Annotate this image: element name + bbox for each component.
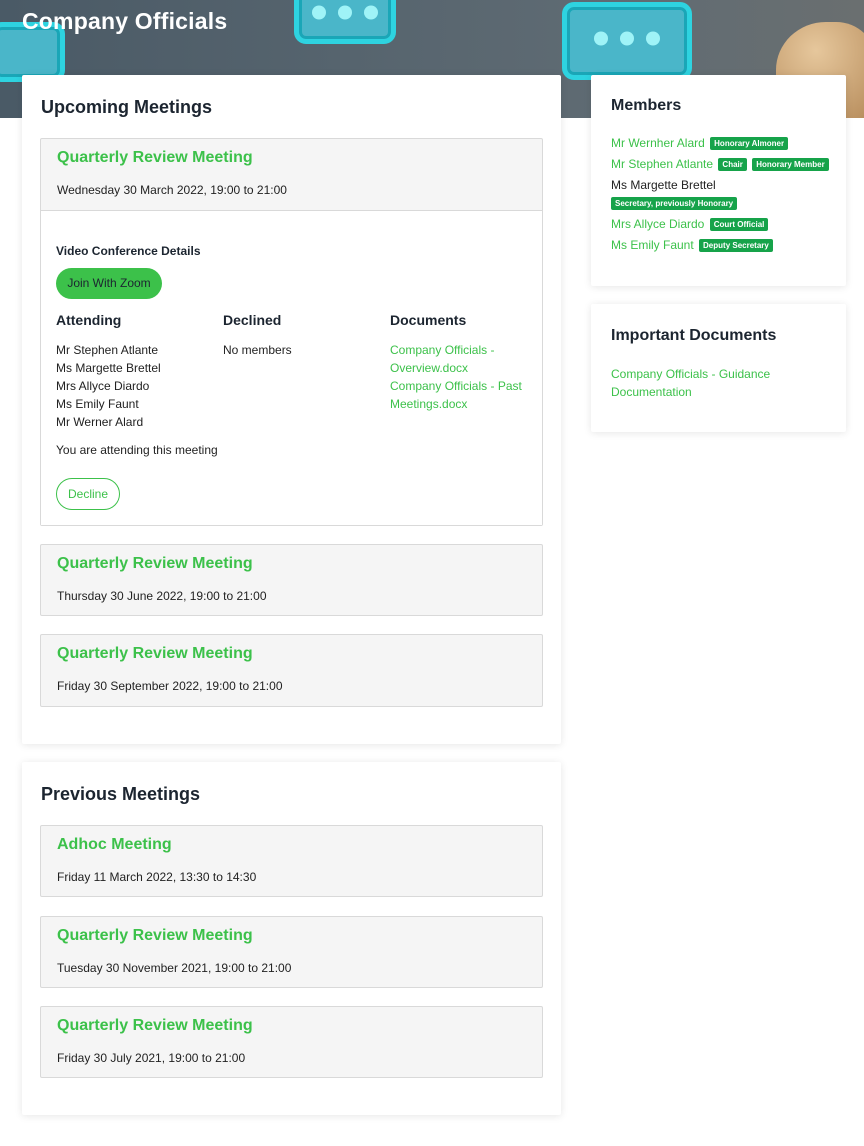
attendee: Mrs Allyce Diardo bbox=[56, 379, 150, 393]
join-zoom-button[interactable]: Join With Zoom bbox=[56, 268, 162, 299]
attendee: Mr Stephen Atlante bbox=[56, 343, 159, 357]
document-link-line[interactable]: Company Officials - Past bbox=[390, 379, 522, 393]
documents-heading: Documents bbox=[390, 312, 467, 328]
member-link[interactable]: Ms Emily Faunt bbox=[611, 238, 694, 252]
previous-meetings-card bbox=[22, 762, 561, 1115]
meeting-title[interactable]: Quarterly Review Meeting bbox=[57, 555, 253, 572]
member-row bbox=[611, 238, 773, 252]
attendee: Ms Margette Brettel bbox=[56, 361, 161, 375]
upcoming-heading: Upcoming Meetings bbox=[41, 97, 213, 117]
document-link-line[interactable]: Documentation bbox=[611, 385, 692, 399]
meeting-card[interactable] bbox=[40, 916, 543, 988]
previous-heading: Previous Meetings bbox=[41, 784, 201, 804]
meeting-date: Friday 30 July 2021, 19:00 to 21:00 bbox=[57, 1051, 246, 1065]
member-link[interactable]: Mr Wernher Alard bbox=[611, 136, 705, 150]
member-name: Ms Margette Brettel bbox=[611, 178, 716, 192]
members-card bbox=[591, 75, 846, 286]
meeting-title[interactable]: Quarterly Review Meeting bbox=[57, 149, 253, 166]
decline-button[interactable]: Decline bbox=[56, 478, 120, 510]
document-link[interactable] bbox=[390, 341, 522, 377]
meeting-title[interactable]: Adhoc Meeting bbox=[57, 836, 172, 853]
meeting-card[interactable] bbox=[40, 544, 543, 616]
meeting-date: Friday 11 March 2022, 13:30 to 14:30 bbox=[57, 870, 257, 884]
declined-heading: Declined bbox=[223, 312, 282, 328]
member-row bbox=[611, 157, 829, 171]
member-row bbox=[611, 217, 768, 231]
member-row bbox=[609, 196, 737, 210]
declined-list: No members bbox=[223, 343, 292, 357]
member-link[interactable]: Mr Stephen Atlante bbox=[611, 157, 714, 171]
member-row bbox=[611, 136, 788, 150]
meeting-card[interactable] bbox=[40, 634, 543, 707]
attendance-status: You are attending this meeting bbox=[56, 443, 218, 457]
video-conference-label: Video Conference Details bbox=[56, 244, 201, 258]
document-link-line[interactable]: Company Officials - bbox=[390, 343, 495, 357]
upcoming-meetings-card bbox=[22, 75, 561, 744]
document-link[interactable] bbox=[390, 377, 522, 413]
meeting-title[interactable]: Quarterly Review Meeting bbox=[57, 1017, 253, 1034]
role-badge: Chair bbox=[718, 158, 746, 171]
meeting-title[interactable]: Quarterly Review Meeting bbox=[57, 927, 253, 944]
attending-heading: Attending bbox=[56, 312, 122, 328]
role-badge: Deputy Secretary bbox=[699, 239, 773, 252]
role-badge: Court Official bbox=[710, 218, 769, 231]
document-link-line[interactable]: Company Officials - Guidance bbox=[611, 367, 771, 381]
guidance-document-link[interactable] bbox=[611, 365, 770, 401]
meeting-date: Friday 30 September 2022, 19:00 to 21:00 bbox=[57, 679, 283, 693]
document-link-line[interactable]: Overview.docx bbox=[390, 361, 469, 375]
attending-list bbox=[56, 341, 161, 431]
meeting-expanded[interactable] bbox=[40, 138, 543, 526]
chat-bubble-icon bbox=[562, 2, 692, 80]
meeting-date: Wednesday 30 March 2022, 19:00 to 21:00 bbox=[57, 183, 287, 197]
attendee: Mr Werner Alard bbox=[56, 415, 144, 429]
role-badge: Honorary Member bbox=[752, 158, 828, 171]
meeting-title[interactable]: Quarterly Review Meeting bbox=[57, 645, 253, 662]
meeting-card[interactable] bbox=[40, 825, 543, 897]
meeting-card[interactable] bbox=[40, 1006, 543, 1078]
role-badge: Honorary Almoner bbox=[710, 137, 788, 150]
important-documents-card bbox=[591, 304, 846, 432]
chat-bubble-icon bbox=[294, 0, 396, 44]
document-link-line[interactable]: Meetings.docx bbox=[390, 397, 468, 411]
documents-list bbox=[390, 341, 522, 413]
member-link[interactable]: Mrs Allyce Diardo bbox=[611, 217, 705, 231]
page-title: Company Officials bbox=[22, 8, 228, 34]
documents-heading: Important Documents bbox=[611, 327, 777, 344]
meeting-date: Tuesday 30 November 2021, 19:00 to 21:00 bbox=[57, 961, 292, 975]
member-row bbox=[611, 178, 716, 192]
meeting-details bbox=[41, 210, 542, 525]
meeting-date: Thursday 30 June 2022, 19:00 to 21:00 bbox=[57, 589, 267, 603]
members-heading: Members bbox=[611, 97, 682, 114]
role-badge: Secretary, previously Honorary bbox=[611, 197, 737, 210]
attendee: Ms Emily Faunt bbox=[56, 397, 139, 411]
